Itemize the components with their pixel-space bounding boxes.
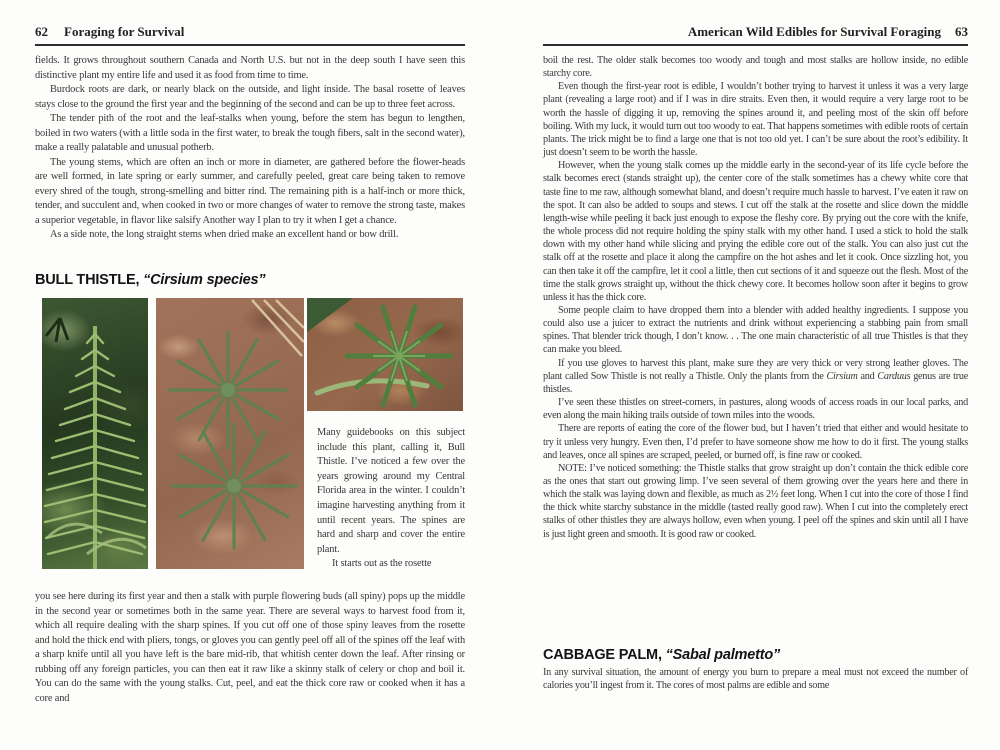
- bull-thistle-rosette-pair-photo: [156, 298, 304, 569]
- paragraph: Many guidebooks on this subject include this plant, calling it, Bull Thistle. I’ve noticed a few over the years growing around my Central Florida area in the winter. I couldn’t imagine harvesting anything from it until recent years. The spines are hard and sharp and cover the entire plant.: [317, 427, 465, 555]
- paragraph-gloves: [543, 357, 968, 396]
- species-name: “Cirsium species”: [143, 272, 266, 288]
- continuation-paragraph: you see here during its first year and then a stalk with purple flowering buds (all spiny) pops up the middle in the second year or sometimes both in the same year. There are several ways to harvest food from it, which all require dealing with the sharp spines. If you cut off one of those spiny leaves from the rosette and hold the thick end with pliers, tongs, or gloves you can gently peel off all of the spines off the leaf with a sharp knife until all you have left is the bare mid-rib, that whitish center down the leaf. After rinsing or rubbing off any foreign particles, you can then eat it raw like a skinny stalk of celery or chop and boil it. You can do the same with the young stalks. Cut, peel, and eat the thick core raw or cooked when it has a core and: [35, 591, 465, 704]
- left-page-number: 62: [35, 24, 48, 39]
- paragraph: There are reports of eating the core of the flower bud, but I haven’t tried that either and would hesitate to try it unless very hungry. Even then, I’d prefer to have someone show me how to do it first. The young stalks and leaves, once all spines are scraped, peeled, or burned off, is fine raw or cooked.: [543, 423, 968, 461]
- section-heading-cabbage-palm: [543, 647, 968, 663]
- right-page: [543, 0, 968, 750]
- paragraph: Burdock roots are dark, or nearly black on the outside, and light inside. The basal rosette of leaves stays close to the ground the first year and the beginning of the second and can be up to three feet across.: [35, 84, 465, 110]
- thistle-rosette-illustration: [156, 298, 304, 569]
- text-segment: and: [857, 370, 878, 382]
- closing-paragraph: In any survival situation, the amount of energy you burn to prepare a meal must not exceed the number of calories you’ll ingest from it. The cores of most palms are edible and some: [543, 667, 968, 692]
- left-running-title: Foraging for Survival: [64, 24, 185, 39]
- paragraph: It starts out as the rosette: [332, 558, 432, 570]
- paragraph: However, when the young stalk comes up the middle early in the second-year of its life cycle before the stalk becomes erect (stands straight up), the center core of the stalk sometimes has a chewy white core that taste fine to me raw, although somewhat bland, and doesn’t require much hassle to harvest. I’ve eaten it raw on the spot. It can also be added to soups and stews. I cut off the stalk at the rosette and slice down the middle length-wise while peeling it back just enough to expose the fleshy core. By prying out the core with the knife, the whole process did not require holding the spiny stalk with my other hand. I used a stick to hold the stalk down with my other hand while slicing and prying the edible core out of the stalk. You can also just cut the stalk off at the rosette and place it along the campfire on the hot ashes and let it cook. Once sizzling hot, you can then take it off the campfire, let it cool a little, then cut sections of it and squeeze out the flesh. Most of the time the stalk grows straight up, without the thick chewy core. It becomes hollow soon after it begins to grow unless it has the thick core.: [543, 160, 968, 303]
- right-body-text: [543, 54, 968, 541]
- paragraph: The tender pith of the root and the leaf-stalks when young, before the stem has begun to lengthen, boiled in two waters (with a little soda in the first water, to break the tough fibers, salt in the second water), make a really palatable and unusual potherb.: [35, 113, 465, 153]
- paragraph: As a side note, the long straight stems when dried make an excellent hand or bow drill.: [50, 229, 399, 240]
- paragraph: I’ve seen these thistles on street-corners, in pastures, along woods of access roads in our local parks, and even along the main hiking trails outside of town miles into the woods.: [543, 397, 968, 422]
- paragraph: The young stems, which are often an inch or more in diameter, are gathered before the flower-heads are well formed, in late spring or early summer, and carefully peeled, great care being taken to remove every shred of the tough, strong-smelling and bitter rind. The remaining pith is a half-inch or more thick, tender, and succulent and, when cooked in two or more changes of water to remove the strong taste, makes a superior vegetable, in flavor like salsify Another way I plan to try it when I get a chance.: [35, 156, 465, 226]
- left-page-header: [35, 24, 465, 46]
- text-segment: genus are true thistles.: [543, 370, 968, 395]
- bull-thistle-stalk-photo: [42, 298, 148, 569]
- bull-thistle-rosette-closeup-photo: [307, 298, 463, 411]
- paragraph: Even though the first-year root is edible, I wouldn’t bother trying to harvest it unless it was a very large plant (revealing a large root) and if I was in dire straits. Even then, it would require a very large root to be worth the hassle of digging it up, removing the spines around it, and peeling most of the skin off before boiling. With my luck, it would turn out too woody to eat. That happens sometimes with edible roots of certain plants. The trick might be to find a large one that is not too old yet. I can’t be sure about the root’s edibility. It just doesn’t seem to be worth the hassle.: [543, 81, 968, 159]
- photo-side-text: [317, 426, 465, 572]
- right-page-number: 63: [955, 24, 968, 39]
- species-name-inline: Cirsium: [826, 370, 858, 382]
- right-running-title: American Wild Edibles for Survival Foraging: [687, 24, 941, 39]
- section-title-text: BULL THISTLE,: [35, 272, 144, 288]
- right-page-header: [543, 24, 968, 46]
- section-title-text: CABBAGE PALM,: [543, 647, 666, 663]
- left-body-text: [35, 54, 465, 243]
- thistle-stalk-illustration: [42, 298, 148, 569]
- thistle-closeup-illustration: [307, 298, 463, 411]
- paragraph: NOTE: I’ve noticed something: the Thistle stalks that grow straight up don’t contain the thick edible core as the ones that start out growing limp. I’ve seen several of them growing over the years here and there in which the stalk was laying down and flexible, as much as 2½ feet long. When I cut into the core of those I find the thick white starchy substance in the middle (tasted really good raw). When I cut into the completely erect stalks of other thistles they are always hollow, even when young. I peel off the spines and skin until all I have is just light green and smooth. It is good raw or cooked.: [543, 462, 968, 540]
- species-name-inline: Carduus: [877, 370, 911, 382]
- paragraph: boil the rest. The older stalk becomes too woody and tough and most stalks are hollow inside, no edible starchy core.: [543, 55, 968, 80]
- section-heading-bull-thistle: [35, 272, 465, 288]
- left-body-continuation: [35, 590, 465, 706]
- right-closing-text: [543, 666, 968, 692]
- paragraph: Some people claim to have dropped them into a blender with added healthy ingredients. I suppose you could also use a juicer to extract the nutrients and drink without experiencing a stabbing pain from small spines. That blender trick though, I don’t know. . . The one main characteristic of all true Thistles is that they can make you bleed.: [543, 304, 968, 356]
- text-segment: If you use gloves to harvest this plant, make sure they are very thick or very strong leather gloves. The plant called Sow Thistle is not really a Thistle. Only the plants from the: [543, 357, 968, 382]
- left-page: [35, 0, 465, 750]
- photo-row: [35, 298, 465, 590]
- paragraph: fields. It grows throughout southern Canada and North U.S. but not in the deep south I have seen this distinctive plant my entire life and used it as food from time to time.: [35, 55, 465, 81]
- species-name: “Sabal palmetto”: [665, 647, 781, 663]
